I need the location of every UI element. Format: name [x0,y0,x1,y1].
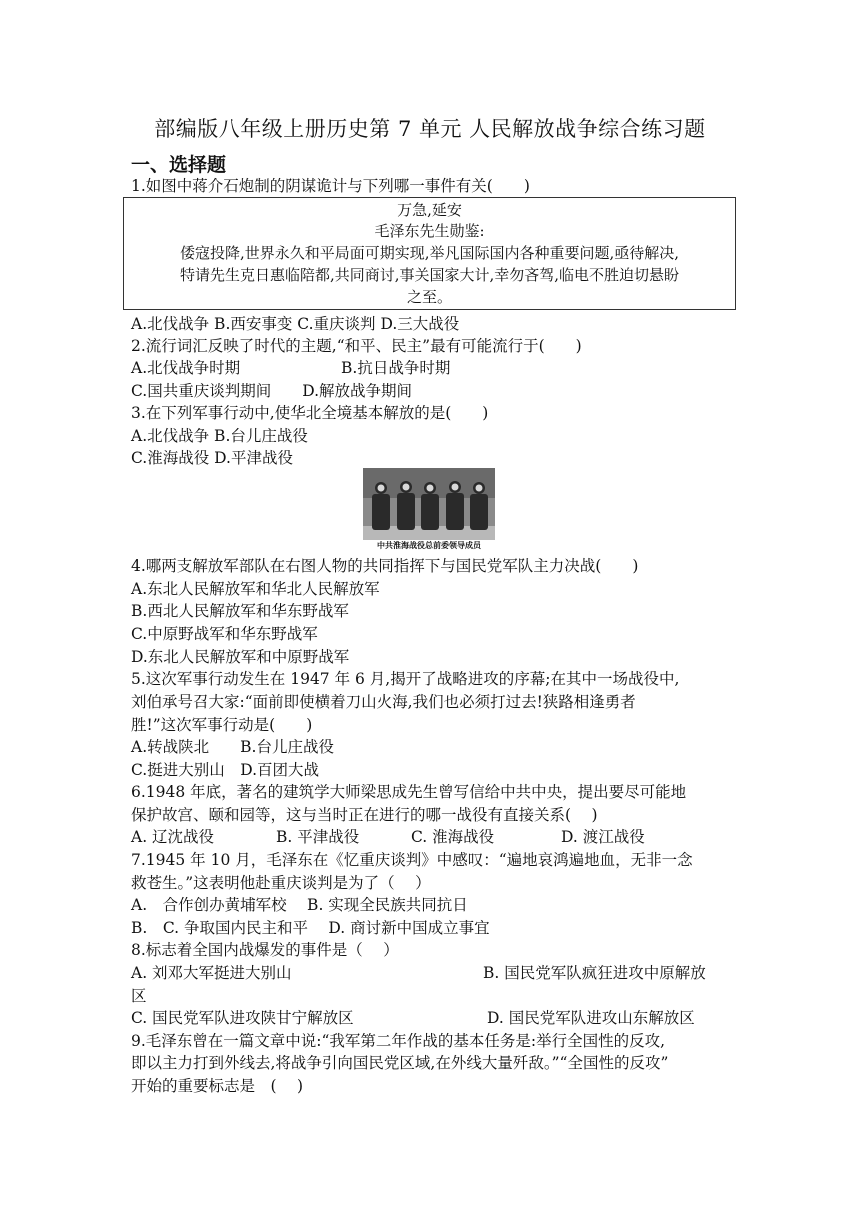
question-5-stem-line-1: 5.这次军事行动发生在 1947 年 6 月,揭开了战略进攻的序幕;在其中一场战役中, [131,670,680,688]
telegram-line: 毛泽东先生勋鉴: [374,222,485,240]
question-9-stem-line-3: 开始的重要标志是 ( ) [131,1077,304,1095]
question-5-stem-line-2: 刘伯承号召大家:“面前即使横着刀山火海,我们也必须打过去!狭路相逢勇者 [131,693,636,711]
question-5-options-ab: A.转战陕北 B.台儿庄战役 [131,738,334,756]
telegram-line: 万急,延安 [397,201,462,219]
photo-caption: 中共淮海战役总前委领导成员 [377,541,481,550]
question-9-stem-line-2: 即以主力打到外线去,将战争引向国民党区域,在外线大量歼敌。”“全国性的反攻” [131,1054,669,1072]
question-6-option-d: D. 渡江战役 [561,828,645,846]
document-title: 部编版八年级上册历史第 7 单元 人民解放战争综合练习题 [154,117,706,141]
question-2-options-cd: C.国共重庆谈判期间 D.解放战争期间 [131,382,413,400]
question-4-option-d: D.东北人民解放军和中原野战军 [131,648,350,666]
question-5-options-cd: C.挺进大别山 D.百团大战 [131,761,320,779]
question-4-option-b: B.西北人民解放军和华东野战军 [131,602,349,620]
section-heading: 一、选择题 [131,154,227,176]
question-7-stem-line-1: 7.1945 年 10 月，毛泽东在《忆重庆谈判》中感叹：“遍地哀鸿遍地血，无非一念 [131,851,693,869]
question-8-option-a: A. 刘邓大军挺进大别山 [131,964,292,982]
question-6-option-a: A. 辽沈战役 [131,828,215,846]
question-8-option-b: B. 国民党军队疯狂进攻中原解放 [483,964,706,982]
question-5-stem-line-3: 胜!”这次军事行动是( ) [131,716,313,734]
question-2-option-a: A.北伐战争时期 [131,359,241,377]
question-1-options: A.北伐战争 B.西安事变 C.重庆谈判 D.三大战役 [131,315,460,333]
telegram-line: 倭寇投降,世界永久和平局面可期实现,举凡国际国内各种重要问题,亟待解决, [179,244,680,262]
telegram-line: 之至。 [406,288,452,306]
question-8-option-c: C. 国民党军队进攻陕甘宁解放区 [131,1009,354,1027]
question-4-option-c: C.中原野战军和华东野战军 [131,625,318,643]
question-8-stem: 8.标志着全国内战爆发的事件是（ ） [131,941,399,959]
question-8-option-d: D. 国民党军队进攻山东解放区 [487,1009,695,1027]
question-4-option-a: A.东北人民解放军和华北人民解放军 [131,580,380,598]
question-3-stem: 3.在下列军事行动中,使华北全境基本解放的是( ) [131,404,489,422]
question-6-option-c: C. 淮海战役 [411,828,495,846]
question-7-stem-line-2: 救苍生。”这表明他赴重庆谈判是为了（ ） [131,874,431,892]
question-1-stem: 1.如图中蒋介石炮制的阴谋诡计与下列哪一事件有关( ) [131,177,530,195]
question-3-options-ab: A.北伐战争 B.台儿庄战役 [131,427,308,445]
telegram-line: 特请先生克日惠临陪都,共同商讨,事关国家大计,幸勿吝驾,临电不胜迫切悬盼 [179,266,680,284]
question-2-option-b: B.抗日战争时期 [341,359,451,377]
question-7-options-ab: A. 合作创办黄埔军校 B. 实现全民族共同抗日 [131,896,468,914]
question-6-stem-line-2: 保护故宫、颐和园等，这与当时正在进行的哪一战役有直接关系( ) [131,806,598,824]
question-6-stem-line-1: 6.1948 年底，著名的建筑学大师梁思成先生曾写信给中共中央，提出要尽可能地 [131,783,687,801]
question-2-stem: 2.流行词汇反映了时代的主题,“和平、民主”最有可能流行于( ) [131,337,582,355]
telegram-box [123,197,736,310]
question-9-stem-line-1: 9.毛泽东曾在一篇文章中说:“我军第二年作战的基本任务是:举行全国性的反攻, [131,1032,666,1050]
question-3-options-cd: C.淮海战役 D.平津战役 [131,449,293,467]
question-6-option-b: B. 平津战役 [276,828,360,846]
question-8-option-b-wrap: 区 [131,987,147,1005]
question-4-stem: 4.哪两支解放军部队在右图人物的共同指挥下与国民党军队主力决战( ) [131,557,639,575]
question-7-options-cd: B. C. 争取国内民主和平 D. 商讨新中国成立事宜 [131,919,490,937]
